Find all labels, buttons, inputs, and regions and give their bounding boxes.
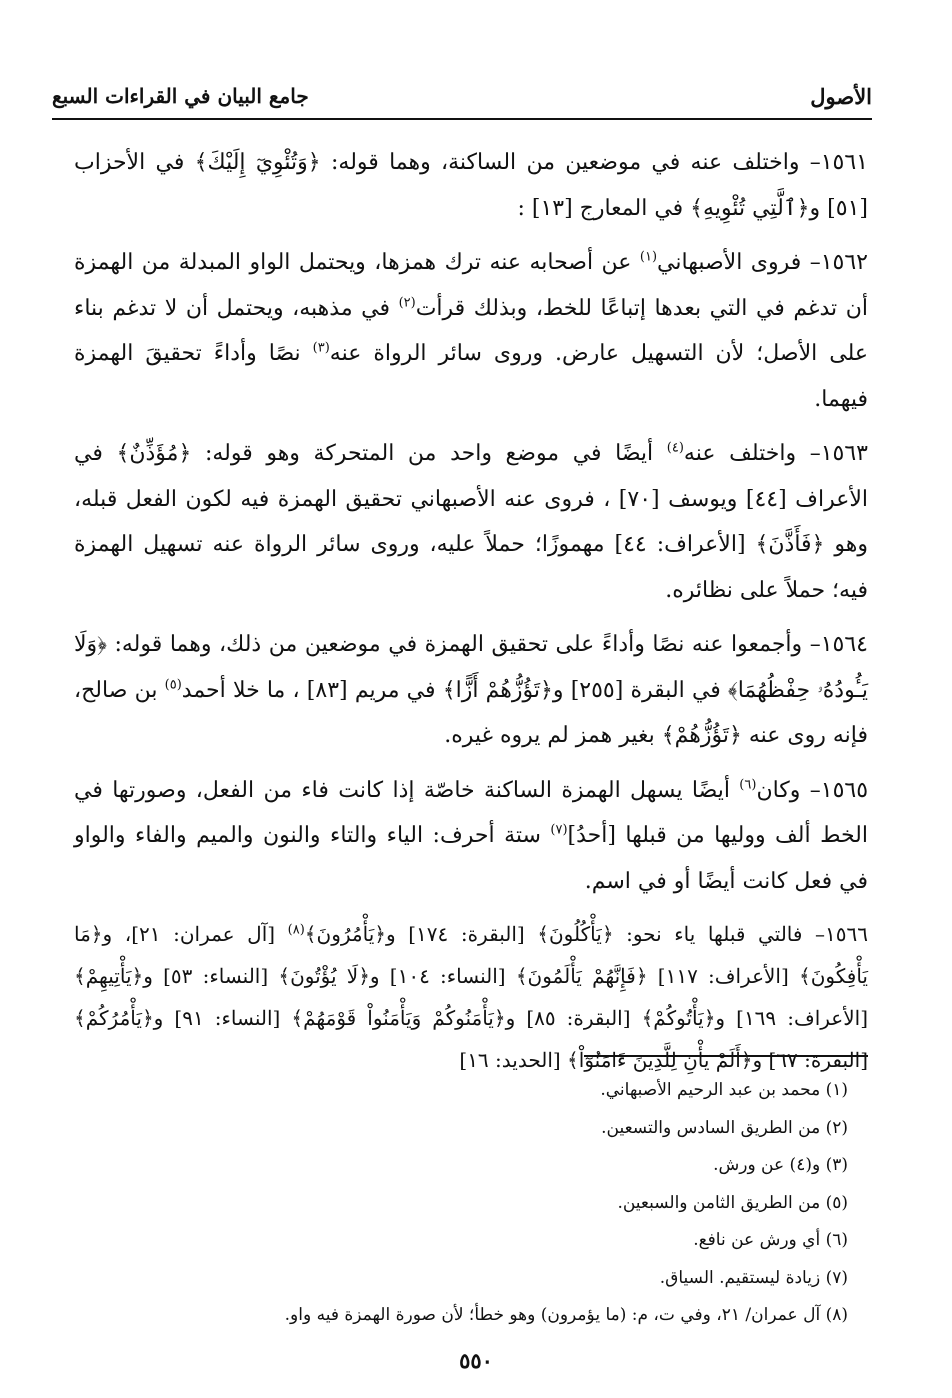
paragraph-text: ١٥٦٦– فالتي قبلها ياء نحو: ﴿يَأْكُلُونَ﴾ [البقرة: ١٧٤] و﴿يَأْمُرُونَ﴾	[304, 922, 868, 946]
footnote-ref[interactable]: (٣)	[312, 340, 330, 356]
paragraph-text: بن صالح، فإنه روى عنه ﴿تَؤُزُّهُمْ﴾ بغير همز لم يروه غيره.	[74, 677, 868, 748]
paragraph-text: ١٥٦٢– فروى الأصبهاني	[657, 250, 868, 275]
footnote-rule	[584, 1055, 868, 1057]
paragraph-text: في مذهبه، ويحتمل أن لا تدغم بناء على الأصل؛ لأن التسهيل عارض. وروى سائر الرواة عنه	[74, 295, 868, 366]
paragraph-text: أيضًا في موضع واحد من المتحركة وهو قوله: ﴿مُؤَذِّنٌ﴾ في الأعراف [٤٤] ويوسف [٧٠] ، فروى عنه الأصبهاني تحقيق الهمزة فيه لكون الفعل قبله، وهو ﴿فَأَذَّنَ﴾ [الأعراف: ٤٤] مهموزًا؛ حملاً عليه، وروى سائر الرواة عنه تسهيل الهمزة فيه؛ حملاً على نظائره.	[74, 441, 868, 603]
paragraph-1564	[74, 622, 868, 759]
paragraph-text: أيضًا يسهل الهمزة الساكنة خاصّة إذا كانت فاء من الفعل، وصورتها في الخط ألف ووليها من قبلها [أحدُ]	[74, 777, 868, 848]
book-title: جامع البيان في القراءات السبع	[52, 84, 309, 108]
footnote-ref[interactable]: (٥)	[164, 677, 182, 693]
footnote-6: (٦) أي ورش عن نافع.	[693, 1230, 848, 1250]
paragraph-text: ١٥٦٤– وأجمعوا عنه نصًا وأداءً على تحقيق الهمزة في موضعين من ذلك، وهما قوله: ﴿وَلَا يَـُٔودُهُۥ حِفْظُهُمَا﴾ في البقرة [٢٥٥] و﴿تَؤُزُّهُمْ أَزًّا﴾ في مريم [٨٣] ، ما خلا أحمد	[74, 632, 869, 703]
footnote-2: (٢) من الطريق السادس والتسعين.	[601, 1117, 848, 1138]
header-rule	[52, 118, 872, 120]
paragraph-text: نصًا وأداءً تحقيقَ الهمزة فيهما.	[74, 341, 868, 412]
footnotes	[88, 1072, 848, 1335]
paragraph-text: ١٥٦٥– وكان	[756, 777, 869, 803]
paragraph-text: [آل عمران: ٢١]، و﴿مَا يَأْفِكُونَ﴾ [الأعراف: ١١٧] ﴿فَإِنَّهُمْ يَأْلَمُونَ﴾ [النساء: ١٠٤] و﴿لَا يُؤْتُونَ﴾ [النساء: ٥٣] و﴿يَأْتِيهِمْ﴾ [الأعراف: ١٦٩] و﴿يَأْتُوكُمْ﴾ [البقرة: ٨٥] و﴿يَأْمَنُوكُمْ وَيَأْمَنُواْ قَوْمَهُمْ﴾ [النساء: ٩١] و﴿يَأْمُرُكُمْ﴾ [البقرة: ٦٧] و﴿أَلَمْ يَأْنِ لِلَّذِينَ ءَامَنُوٓاْ﴾ [الحديد: ١٦]	[74, 922, 869, 1072]
paragraph-text: عن أصحابه عنه ترك همزها، ويحتمل الواو المبدلة من الهمزة أن تدغم في التي بعدها إتباعًا للخط، وبذلك قرأت	[74, 250, 868, 321]
footnote-3-4: (٣) و(٤) عن ورش.	[713, 1155, 848, 1175]
running-header	[52, 84, 872, 114]
page-number: ٥٥٠	[459, 1348, 493, 1373]
paragraph-1561	[74, 140, 868, 231]
paragraph-text: ١٥٦٣– واختلف عنه	[683, 441, 868, 466]
footnote-ref[interactable]: (٦)	[739, 777, 757, 793]
footnote-7: (٧) زيادة ليستقيم. السياق.	[659, 1267, 848, 1288]
paragraph-1562	[74, 240, 868, 422]
footnote-ref[interactable]: (٧)	[550, 822, 568, 838]
paragraph-1565	[74, 768, 868, 905]
main-text	[74, 140, 868, 1081]
paragraph-1563	[74, 431, 868, 613]
section-title: الأصول	[810, 84, 872, 109]
paragraph-text: ١٥٦١– واختلف عنه في موضعين من الساكنة، وهما قوله: ﴿وَتُئْوِيٓ إِلَيْكَ﴾ في الأحزاب [٥١] و﴿ٱلَّتِي تُئْوِيهِ﴾ في المعارج [١٣] :	[74, 150, 868, 221]
footnote-1: (١) محمد بن عبد الرحيم الأصبهاني.	[600, 1080, 848, 1100]
paragraph-text: ستة أحرف: الياء والتاء والنون والميم والفاء والواو في فعل كانت أيضًا أو في اسم.	[74, 823, 868, 894]
footnote-ref[interactable]: (٢)	[398, 295, 416, 311]
footnote-5: (٥) من الطريق الثامن والسبعين.	[617, 1192, 848, 1213]
footnote-ref[interactable]: (٨)	[287, 922, 305, 938]
footnote-ref[interactable]: (٤)	[666, 440, 684, 456]
footnote-8: (٨) آل عمران/ ٢١، وفي ت، م: (ما يؤمرون) وهو خطأ؛ لأن صورة الهمزة فيه واو.	[284, 1305, 848, 1325]
footnote-ref[interactable]: (١)	[639, 249, 658, 265]
